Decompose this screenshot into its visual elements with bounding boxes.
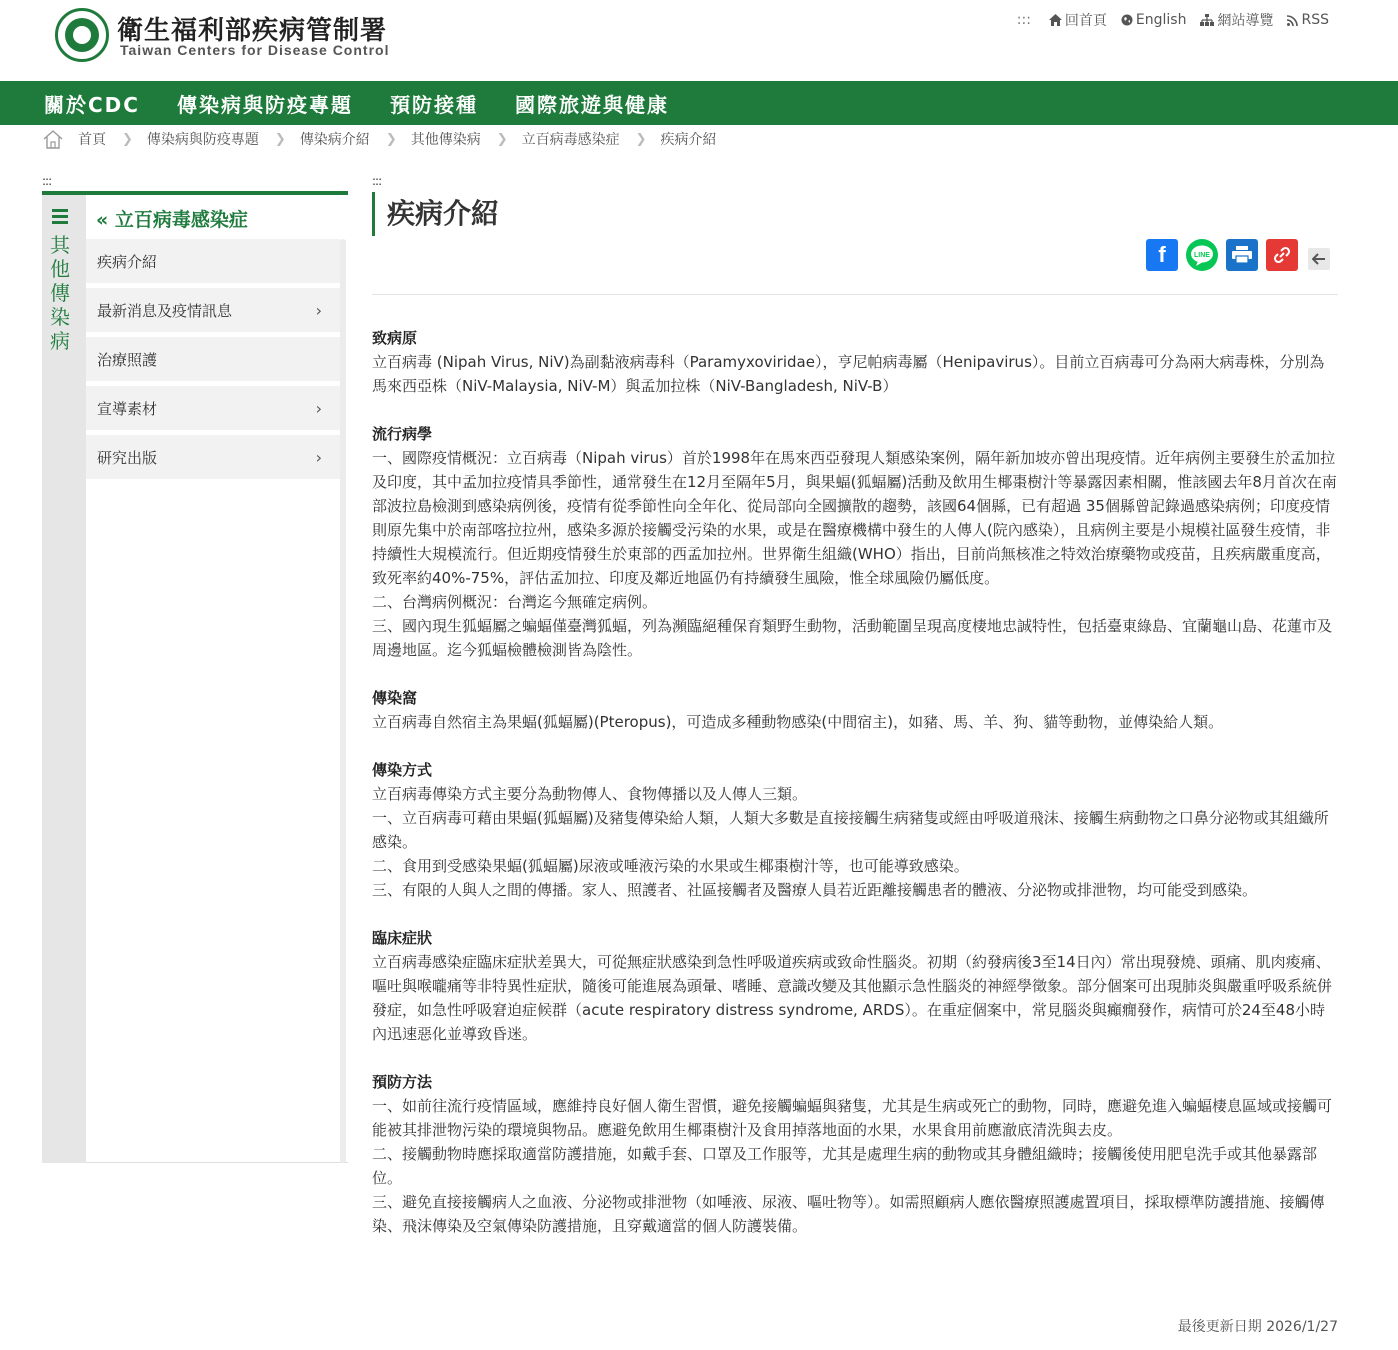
- sidebar-item-label: 最新消息及疫情訊息: [97, 301, 233, 320]
- nav-item-diseases[interactable]: 傳染病與防疫專題: [176, 92, 353, 117]
- nav-item-vaccination[interactable]: 預防接種: [389, 92, 478, 117]
- section-paragraph: 三、有限的人與人之間的傳播。家人、照護者、社區接觸者及醫療人員若近距離接觸患者的體液、分泌物或排泄物，均可能受到感染。: [372, 881, 1258, 899]
- site-header: [0, 0, 1398, 81]
- chevron-right-icon: ❯: [385, 131, 397, 147]
- sitemap-icon: [1200, 14, 1214, 26]
- section-symptoms: [372, 926, 1338, 1046]
- section-heading: 傳染方式: [372, 761, 433, 779]
- chevron-right-icon: ❯: [496, 131, 508, 147]
- sidebar-item-materials[interactable]: [86, 386, 340, 430]
- section-heading: 致病原: [372, 329, 418, 347]
- sitemap-link[interactable]: [1200, 10, 1273, 30]
- page-title: 疾病介紹: [372, 192, 499, 236]
- chevron-right-icon: ❯: [635, 131, 647, 147]
- accesskey-left[interactable]: :::: [42, 174, 52, 188]
- section-epidemiology: [372, 422, 1338, 662]
- section-paragraph: 二、食用到受感染果蝠(狐蝠屬)尿液或唾液污染的水果或生椰棗樹汁等，也可能導致感染。: [372, 857, 969, 875]
- sidebar-item-news[interactable]: [86, 288, 340, 332]
- back-icon[interactable]: [1308, 248, 1330, 270]
- breadcrumb-disease-intro[interactable]: 傳染病介紹: [299, 132, 370, 148]
- section-paragraph: 三、國內現生狐蝠屬之蝙蝠僅臺灣狐蝠，列為瀕臨絕種保育類野生動物，活動範圍呈現高度棲地忠誠特性，包括臺東綠島、宜蘭龜山島、花蓮市及周邊地區。迄今狐蝠檢體檢測皆為陰性。: [372, 617, 1333, 659]
- section-heading: 流行病學: [372, 425, 433, 443]
- sidebar-item-research[interactable]: [86, 435, 340, 479]
- nav-item-travel[interactable]: 國際旅遊與健康: [514, 92, 669, 117]
- line-label: LINE: [1194, 252, 1210, 259]
- site-title[interactable]: 衛生福利部疾病管制署: [117, 16, 388, 46]
- section-paragraph: 一、國際疫情概況：立百病毒（Nipah virus）首於1998年在馬來西亞發現人類感染案例，隔年新加坡亦曾出現疫情。近年病例主要發生於孟加拉及印度，其中孟加拉疫情具季節性，通常發生在12月至隔年5月，與果蝠(狐蝠屬)活動及飲用生椰棗樹汁等暴露因素相關，惟該國去年8月首次在南部波拉島檢測到感染病例後，疫情有從季節性向全年化、從局部向全國擴散的趨勢，該國64個縣，已有超過 35個縣曾記錄過感染病例；印度疫情則原先集中於南部喀拉拉州，感染多源於接觸受污染的水果，或是在醫療機構中發生的人傳人(院內感染），且病例主要是小規模社區發生疫情，非持續性大規模流行。但近期疫情發生於東部的西孟加拉州。世界衛生組織(WHO）指出，目前尚無核准之特效治療藥物或疫苗，且疾病嚴重度高，致死率約40%-75%，評估孟加拉、印度及鄰近地區仍有持續發生風險，惟全球風險仍屬低度。: [372, 449, 1337, 587]
- home-icon: [1049, 14, 1062, 26]
- accesskey-top[interactable]: :::: [1016, 12, 1031, 28]
- line-icon[interactable]: [1186, 239, 1218, 271]
- sidebar-scrollbar[interactable]: [340, 239, 346, 1163]
- sidebar-item-label: 疾病介紹: [97, 252, 158, 271]
- sidebar: [42, 191, 348, 1163]
- chevron-right-icon: ❯: [274, 131, 286, 147]
- home-link[interactable]: [1049, 10, 1107, 30]
- sidebar-title[interactable]: « 立百病毒感染症: [96, 205, 278, 232]
- main-nav: [0, 81, 1398, 125]
- sidebar-category: 其他傳染病: [50, 233, 70, 353]
- sidebar-item-label: 研究出版: [97, 448, 158, 467]
- breadcrumb-home[interactable]: 首頁: [78, 132, 106, 148]
- section-paragraph: 一、立百病毒可藉由果蝠(狐蝠屬)及豬隻傳染給人類，人類大多數是直接接觸生病豬隻或經由呼吸道飛沫、接觸生病動物之口鼻分泌物或其組織所感染。: [372, 809, 1329, 851]
- section-paragraph: 三、避免直接接觸病人之血液、分泌物或排泄物（如唾液、尿液、嘔吐物等）。如需照顧病人應依醫療照護處置項目，採取標準防護措施、接觸傳染、飛沫傳染及空氣傳染防護措施，且穿戴適當的個人防護裝備。: [372, 1193, 1325, 1235]
- globe-icon: [1121, 14, 1133, 26]
- nav-item-about[interactable]: 關於CDC: [44, 92, 140, 117]
- section-pathogen: [372, 326, 1338, 398]
- section-heading: 傳染窩: [372, 689, 418, 707]
- section-paragraph: 二、接觸動物時應採取適當防護措施，如戴手套、口罩及工作服等，尤其是處理生病的動物或其身體組織時；接觸後使用肥皂洗手或其他暴露部位。: [372, 1145, 1318, 1187]
- chevron-right-icon: ›: [315, 447, 322, 467]
- sidebar-item-label: 治療照護: [97, 350, 158, 369]
- sidebar-item-treatment[interactable]: [86, 337, 340, 381]
- sidebar-item-label: 宣導素材: [97, 399, 158, 418]
- cdc-logo[interactable]: [55, 8, 109, 62]
- english-link[interactable]: [1121, 12, 1187, 28]
- link-icon[interactable]: [1266, 239, 1298, 271]
- breadcrumb-diseases[interactable]: 傳染病與防疫專題: [146, 132, 259, 148]
- sidebar-category-strip: [42, 195, 86, 1163]
- site-subtitle[interactable]: Taiwan Centers for Disease Control: [120, 42, 390, 58]
- chevron-right-icon: ❯: [122, 131, 133, 147]
- sidebar-item-intro[interactable]: [86, 239, 340, 283]
- section-paragraph: 立百病毒傳染方式主要分為動物傳人、食物傳播以及人傳人三類。: [372, 785, 808, 803]
- print-icon[interactable]: [1226, 239, 1258, 271]
- home-icon[interactable]: [42, 129, 64, 149]
- section-paragraph: 立百病毒感染症臨床症狀差異大，可從無症狀感染到急性呼吸道疾病或致命性腦炎。初期（約發病後3至14日內）常出現發燒、頭痛、肌肉痠痛、嘔吐與喉嚨痛等非特異性症狀，隨後可能進展為頭暈、嗜睡、意識改變及其他顯示急性腦炎的神經學徵象。部分個案可出現肺炎與嚴重呼吸系統併發症，如急性呼吸窘迫症候群（acute respiratory distress syndrome, ARDS）。在重症個案中，常見腦炎與癲癇發作，病情可於24至48小時內迅速惡化並導致昏迷。: [372, 953, 1333, 1043]
- sitemap-link-label: 網站導覽: [1217, 13, 1274, 29]
- top-links: [1017, 10, 1329, 30]
- article-content: [372, 326, 1338, 1262]
- section-transmission: [372, 758, 1338, 902]
- section-reservoir: [372, 686, 1338, 734]
- breadcrumb: [42, 126, 717, 152]
- facebook-icon[interactable]: f: [1146, 239, 1178, 271]
- section-paragraph: 立百病毒 (Nipah Virus, NiV)為副黏液病毒科（Paramyxoviridae），亨尼帕病毒屬（Henipavirus）。目前立百病毒可分為兩大病毒株，分別為馬來西亞株（NiV-Malaysia, NiV-M）與孟加拉株（NiV-Bangladesh, NiV-B）: [372, 353, 1325, 395]
- section-paragraph: 一、如前往流行疫情區域，應維持良好個人衛生習慣，避免接觸蝙蝠與豬隻，尤其是生病或死亡的動物，同時，應避免進入蝙蝠棲息區域或接觸可能被其排泄物污染的環境與物品。應避免飲用生椰棗樹汁及食用掉落地面的水果，水果食用前應澈底清洗與去皮。: [372, 1097, 1333, 1139]
- section-paragraph: 二、台灣病例概況：台灣迄今無確定病例。: [372, 593, 658, 611]
- section-paragraph: 立百病毒自然宿主為果蝠(狐蝠屬)(Pteropus)，可造成多種動物感染(中間宿主)，如豬、馬、羊、狗、貓等動物，並傳染給人類。: [372, 713, 1224, 731]
- breadcrumb-current: 疾病介紹: [660, 132, 717, 148]
- rss-link[interactable]: [1287, 12, 1329, 28]
- breadcrumb-other-diseases[interactable]: 其他傳染病: [410, 132, 481, 148]
- divider: [372, 294, 1338, 295]
- accesskey-center[interactable]: :::: [372, 174, 382, 188]
- section-heading: 預防方法: [372, 1073, 433, 1091]
- menu-icon[interactable]: [52, 209, 68, 227]
- chevron-right-icon: ›: [315, 398, 322, 418]
- chevron-right-icon: ›: [315, 300, 322, 320]
- english-link-label: English: [1135, 12, 1187, 28]
- home-link-label: 回首頁: [1064, 13, 1107, 29]
- rss-link-label: RSS: [1301, 12, 1329, 28]
- section-prevention: [372, 1070, 1338, 1238]
- breadcrumb-nipah[interactable]: 立百病毒感染症: [521, 132, 620, 148]
- sidebar-menu: [86, 239, 340, 484]
- share-toolbar: [1146, 239, 1330, 271]
- rss-icon: [1287, 15, 1298, 26]
- last-updated: 最後更新日期 2026/1/27: [1177, 1319, 1338, 1335]
- section-heading: 臨床症狀: [372, 929, 433, 947]
